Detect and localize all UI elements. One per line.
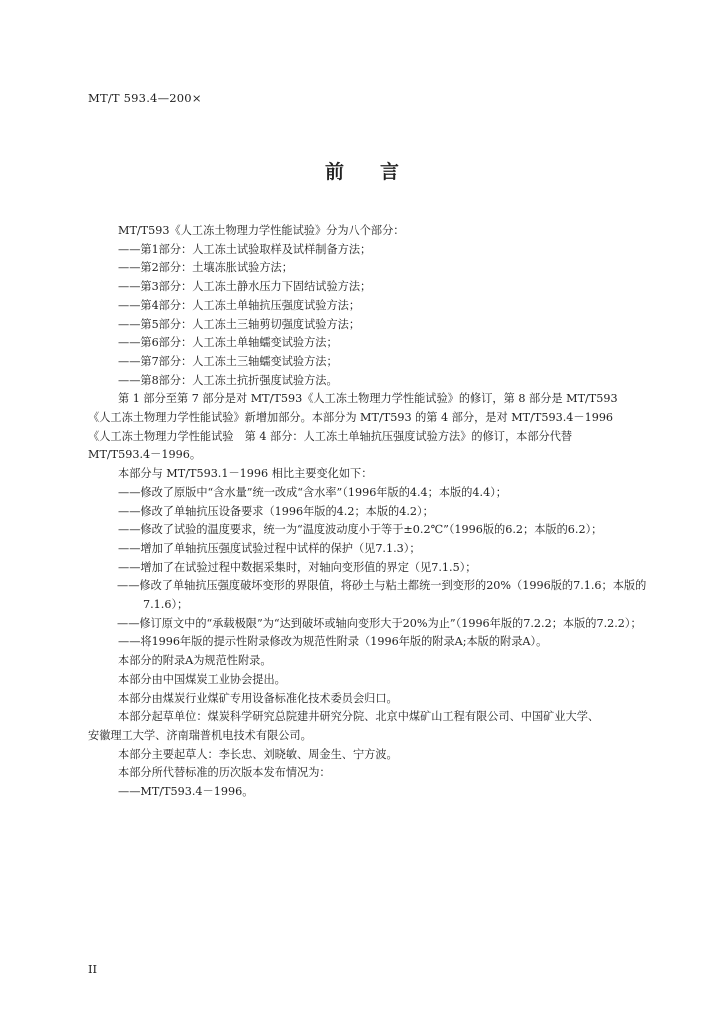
revision-paragraph-line: 《人工冻土物理力学性能试验 第 4 部分：人工冻土单轴抗压强度试验方法》的修订，本部分代替 <box>88 429 573 443</box>
page-number: II <box>88 962 98 976</box>
part-item: ——第4部分：人工冻土单轴抗压强度试验方法； <box>118 298 361 312</box>
managed-by: 本部分由煤炭行业煤矿专用设备标准化技术委员会归口。 <box>118 691 398 705</box>
changes-intro: 本部分与 MT/T593.1－1996 相比主要变化如下： <box>118 467 373 481</box>
revision-paragraph-line: 第 1 部分至第 7 部分是对 MT/T593《人工冻土物理力学性能试验》的修订，第 8 部分是 MT/T593 <box>118 392 618 406</box>
part-item: ——第1部分：人工冻土试验取样及试样制备方法； <box>118 242 372 256</box>
revision-paragraph-line: 《人工冻土物理力学性能试验》新增加部分。本部分为 MT/T593 的第 4 部分，是对 MT/T593.4－1996 <box>88 411 614 425</box>
intro-paragraph: MT/T593《人工冻土物理力学性能试验》分为八个部分： <box>118 224 405 237</box>
change-item: ——增加了在试验过程中数据采集时，对轴向变形值的界定（见7.1.5）； <box>118 560 477 574</box>
change-item: ——修改了单轴抗压设备要求（1996年版的4.2；本版的4.2）； <box>118 504 434 518</box>
part-item: ——第7部分：人工冻土三轴蠕变试验方法； <box>118 354 338 368</box>
part-item: ——第5部分：人工冻土三轴剪切强度试验方法； <box>118 317 361 331</box>
change-item: ——修改了单轴抗压强度破坏变形的界限值，将砂土与粘土都统一到变形的20%（1996版的7.1.6；本版的7.1.6）； <box>117 579 647 612</box>
page-title: 前言 <box>324 161 435 183</box>
part-item: ——第6部分：人工冻土单轴蠕变试验方法； <box>118 336 338 350</box>
change-item: ——将1996年版的提示性附录修改为规范性附录（1996年版的附录A;本版的附录A）。 <box>118 635 548 649</box>
drafting-units-line: 安徽理工大学、济南瑞普机电技术有限公司。 <box>88 728 312 742</box>
part-item: ——第3部分：人工冻土静水压力下固结试验方法； <box>118 280 372 294</box>
standard-header: MT/T 593.4—200× <box>88 91 202 105</box>
change-item: ——修订原文中的“承载极限”为“达到破坏或轴向变形大于20%为止”（1996年版的7.2.2；本版的7.2.2）； <box>117 616 642 630</box>
appendix-note: 本部分的附录A为规范性附录。 <box>118 654 272 668</box>
drafters: 本部分主要起草人：李长忠、刘晓敏、周金生、宁方波。 <box>118 747 398 761</box>
drafting-units-line: 本部分起草单位：煤炭科学研究总院建井研究分院、北京中煤矿山工程有限公司、中国矿业大学、 <box>118 710 600 724</box>
change-item: ——修改了试验的温度要求，统一为“温度波动度小于等于±0.2℃”（1996版的6.2；本版的6.2）； <box>118 523 603 537</box>
history-item: ——MT/T593.4－1996。 <box>118 785 254 799</box>
proposed-by: 本部分由中国煤炭工业协会提出。 <box>118 672 286 686</box>
part-item: ——第2部分：土壤冻胀试验方法； <box>118 261 293 275</box>
change-item: ——增加了单轴抗压强度试验过程中试样的保护（见7.1.3）； <box>118 541 421 555</box>
revision-paragraph-line: MT/T593.4－1996。 <box>88 448 202 462</box>
change-item: ——修改了原版中“含水量”统一改成“含水率”（1996年版的4.4；本版的4.4）； <box>118 485 507 499</box>
history-intro: 本部分所代替标准的历次版本发布情况为： <box>118 766 331 780</box>
document-body <box>88 222 656 802</box>
part-item: ——第8部分：人工冻土抗折强度试验方法。 <box>118 373 338 387</box>
